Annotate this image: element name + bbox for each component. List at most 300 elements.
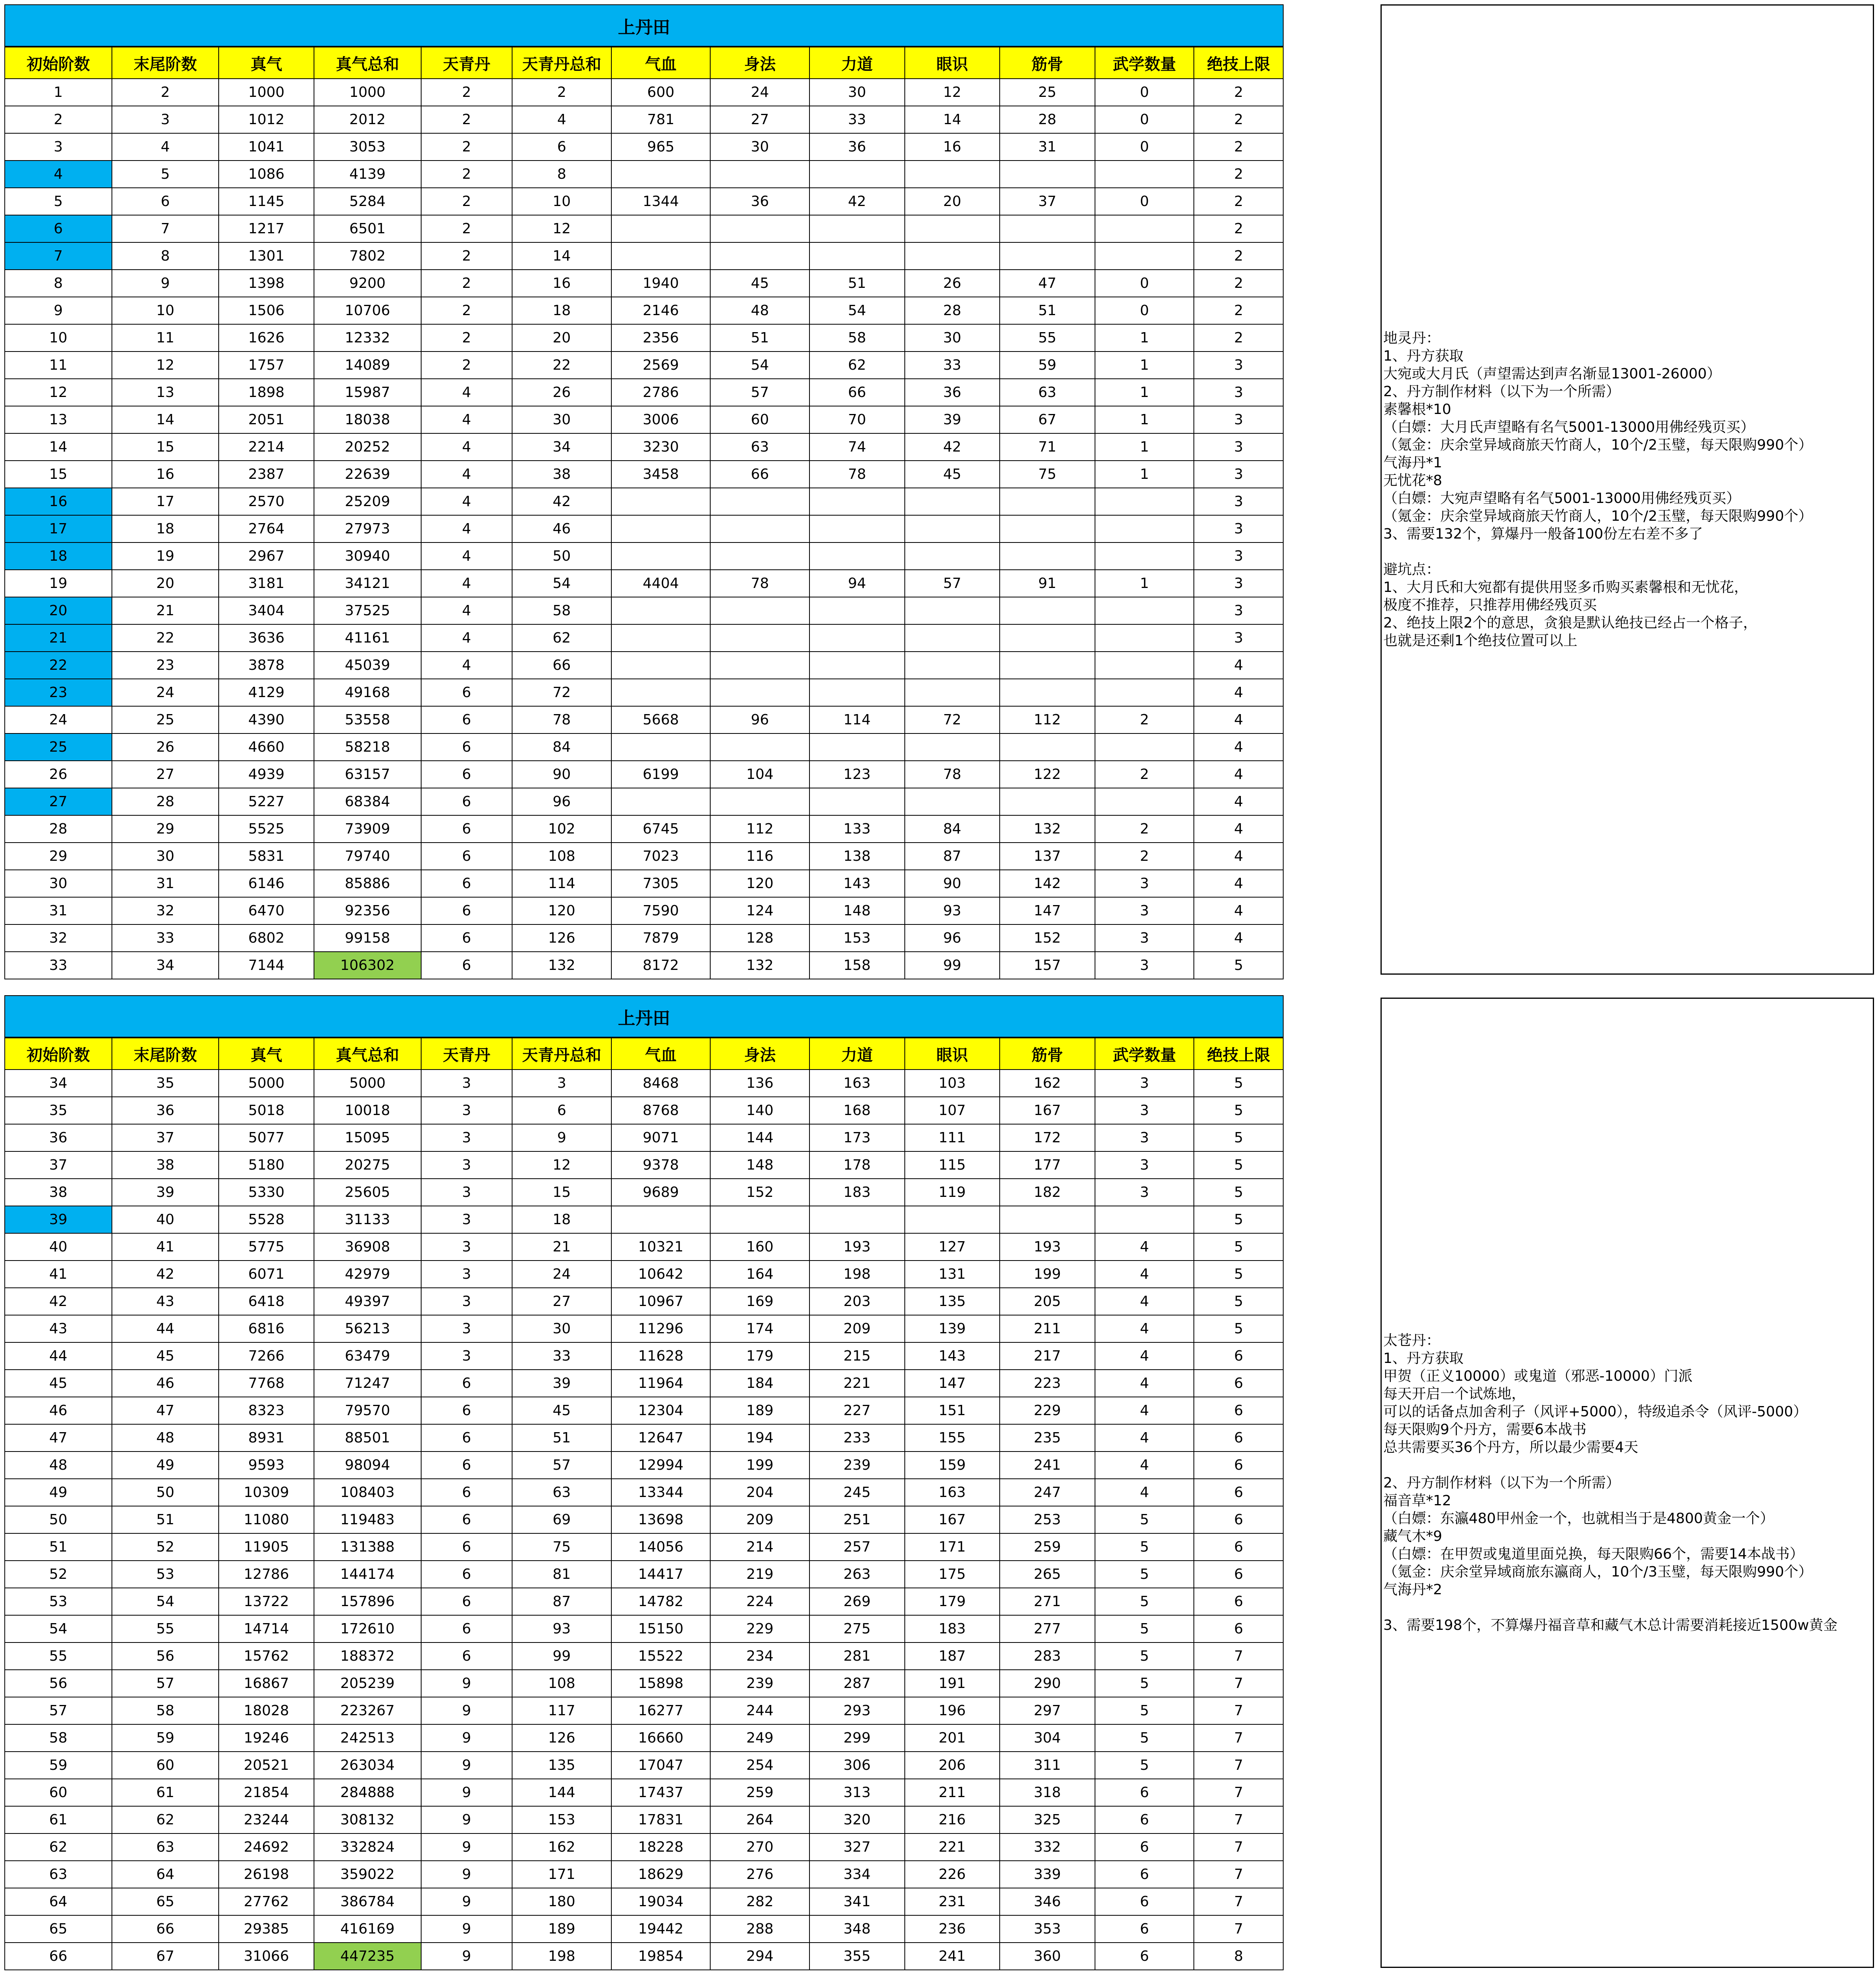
table-cell: 35 — [5, 1097, 112, 1124]
table-cell: 24 — [512, 1261, 611, 1288]
table-cell: 93 — [905, 897, 1000, 924]
table-cell: 1 — [1095, 433, 1194, 461]
table-row — [5, 597, 1283, 624]
table-row — [5, 1861, 1283, 1888]
table-row — [5, 843, 1283, 870]
table-row — [5, 242, 1283, 270]
table-cell: 263034 — [314, 1752, 421, 1779]
table-cell: 37 — [5, 1151, 112, 1179]
table-cell: 160 — [710, 1233, 809, 1261]
table-row — [5, 679, 1283, 706]
table-cell: 4 — [1194, 679, 1283, 706]
table-cell: 55 — [112, 1615, 219, 1642]
table-cell: 50 — [112, 1479, 219, 1506]
table-cell: 6 — [512, 1097, 611, 1124]
table-cell: 7 — [1194, 1888, 1283, 1915]
table-cell: 4 — [1095, 1397, 1194, 1424]
table-section-1 — [4, 4, 1284, 979]
column-header: 筋骨 — [1000, 47, 1095, 79]
table-cell: 9593 — [219, 1452, 314, 1479]
table-row — [5, 433, 1283, 461]
table-cell: 46 — [5, 1397, 112, 1424]
table-cell: 18028 — [219, 1697, 314, 1724]
table-cell: 293 — [809, 1697, 905, 1724]
table-cell: 18 — [112, 515, 219, 542]
table-cell — [905, 542, 1000, 570]
table-cell: 182 — [1000, 1179, 1095, 1206]
table-cell: 6 — [421, 788, 512, 815]
table-cell: 18 — [5, 542, 112, 570]
table-cell: 20521 — [219, 1752, 314, 1779]
table-cell — [1095, 515, 1194, 542]
table-cell: 20 — [905, 188, 1000, 215]
table-cell: 3 — [1095, 1124, 1194, 1151]
table-cell: 3 — [1095, 1097, 1194, 1124]
table-cell: 3 — [1194, 542, 1283, 570]
table-cell: 6 — [5, 215, 112, 242]
table-cell: 51 — [809, 270, 905, 297]
table-cell: 4 — [421, 597, 512, 624]
table-row — [5, 488, 1283, 515]
table-cell: 63 — [710, 433, 809, 461]
section-title: 上丹田 — [4, 4, 1284, 47]
table-cell: 7305 — [611, 870, 711, 897]
table-cell: 6 — [421, 761, 512, 788]
table-cell — [905, 1206, 1000, 1233]
table-cell: 172 — [1000, 1124, 1095, 1151]
table-cell: 311 — [1000, 1752, 1095, 1779]
table-cell: 17831 — [611, 1806, 711, 1833]
table-cell: 147 — [1000, 897, 1095, 924]
table-cell: 5000 — [314, 1070, 421, 1097]
table-cell: 36 — [809, 133, 905, 161]
table-cell — [905, 733, 1000, 761]
table-cell: 2 — [1194, 188, 1283, 215]
table-row — [5, 461, 1283, 488]
table-cell: 12332 — [314, 324, 421, 352]
table-cell — [809, 597, 905, 624]
table-cell: 28 — [5, 815, 112, 843]
table-cell — [611, 679, 711, 706]
table-cell: 7 — [1194, 1670, 1283, 1697]
table-cell: 54 — [112, 1588, 219, 1615]
table-cell: 14 — [905, 106, 1000, 133]
table-cell: 56 — [5, 1670, 112, 1697]
table-cell: 36908 — [314, 1233, 421, 1261]
table-cell: 1 — [1095, 379, 1194, 406]
table-cell: 22639 — [314, 461, 421, 488]
table-cell: 84 — [512, 733, 611, 761]
table-cell: 103 — [905, 1070, 1000, 1097]
table-cell: 332824 — [314, 1833, 421, 1861]
table-cell: 10321 — [611, 1233, 711, 1261]
table-cell: 4 — [1095, 1261, 1194, 1288]
table-cell: 10 — [512, 188, 611, 215]
table-cell: 386784 — [314, 1888, 421, 1915]
table-cell: 2 — [1194, 133, 1283, 161]
table-cell — [611, 215, 711, 242]
table-cell: 282 — [710, 1888, 809, 1915]
table-cell: 4 — [1095, 1288, 1194, 1315]
table-cell: 346 — [1000, 1888, 1095, 1915]
table-cell — [1000, 1206, 1095, 1233]
table-cell: 78 — [710, 570, 809, 597]
table-cell: 1000 — [314, 79, 421, 106]
table-cell: 360 — [1000, 1943, 1095, 1970]
table-cell: 25 — [5, 733, 112, 761]
table-cell: 31133 — [314, 1206, 421, 1233]
table-cell — [710, 242, 809, 270]
column-header: 天青丹总和 — [512, 1038, 611, 1070]
table-cell: 4 — [1194, 924, 1283, 952]
table-cell: 221 — [905, 1833, 1000, 1861]
table-cell: 4 — [1095, 1452, 1194, 1479]
table-cell: 37 — [112, 1124, 219, 1151]
table-cell: 15987 — [314, 379, 421, 406]
table-row — [5, 1206, 1283, 1233]
table-cell: 339 — [1000, 1861, 1095, 1888]
table-cell: 12 — [905, 79, 1000, 106]
table-cell — [611, 542, 711, 570]
table-cell: 1 — [1095, 324, 1194, 352]
table-cell: 50 — [512, 542, 611, 570]
table-row — [5, 79, 1283, 106]
table-cell: 7 — [112, 215, 219, 242]
table-cell: 26 — [112, 733, 219, 761]
table-cell: 46 — [512, 515, 611, 542]
table-cell: 241 — [905, 1943, 1000, 1970]
table-cell: 37 — [1000, 188, 1095, 215]
table-cell: 7 — [1194, 1752, 1283, 1779]
column-header: 力道 — [809, 47, 905, 79]
table-cell: 99 — [512, 1642, 611, 1670]
column-header: 真气总和 — [314, 47, 421, 79]
table-cell: 63479 — [314, 1342, 421, 1370]
table-cell: 3 — [421, 1233, 512, 1261]
table-cell: 96 — [905, 924, 1000, 952]
table-cell: 5 — [1194, 1233, 1283, 1261]
table-cell: 6 — [1194, 1452, 1283, 1479]
table-cell: 34 — [512, 433, 611, 461]
table-cell: 13344 — [611, 1479, 711, 1506]
table-cell: 211 — [1000, 1315, 1095, 1342]
table-cell: 6745 — [611, 815, 711, 843]
table-cell: 42 — [5, 1288, 112, 1315]
table-cell: 6199 — [611, 761, 711, 788]
table-cell: 159 — [905, 1452, 1000, 1479]
table-cell: 5 — [1095, 1697, 1194, 1724]
table-row — [5, 1670, 1283, 1697]
table-cell — [809, 1206, 905, 1233]
table-cell: 229 — [1000, 1397, 1095, 1424]
table-cell: 6816 — [219, 1315, 314, 1342]
table-cell: 9 — [421, 1943, 512, 1970]
table-cell: 79570 — [314, 1397, 421, 1424]
table-cell: 198 — [512, 1943, 611, 1970]
table-row — [5, 815, 1283, 843]
table-cell: 28 — [1000, 106, 1095, 133]
table-cell: 0 — [1095, 188, 1194, 215]
table-cell: 17 — [112, 488, 219, 515]
table-cell: 41 — [112, 1233, 219, 1261]
table-cell: 131 — [905, 1261, 1000, 1288]
table-cell: 3181 — [219, 570, 314, 597]
table-cell: 22 — [5, 652, 112, 679]
table-cell: 87 — [905, 843, 1000, 870]
table-cell: 143 — [905, 1342, 1000, 1370]
table-cell — [809, 542, 905, 570]
table-cell: 2967 — [219, 542, 314, 570]
table-cell: 332 — [1000, 1833, 1095, 1861]
table-cell: 17047 — [611, 1752, 711, 1779]
table-cell: 1757 — [219, 352, 314, 379]
table-cell: 8 — [512, 161, 611, 188]
column-header: 初始阶数 — [5, 47, 112, 79]
table-cell: 119 — [905, 1179, 1000, 1206]
table-cell: 173 — [809, 1124, 905, 1151]
table-cell: 3 — [1194, 379, 1283, 406]
table-cell: 1145 — [219, 188, 314, 215]
table-cell: 348 — [809, 1915, 905, 1943]
table-cell: 144174 — [314, 1561, 421, 1588]
table-cell: 70 — [809, 406, 905, 433]
table-cell: 55 — [1000, 324, 1095, 352]
table-cell: 1344 — [611, 188, 711, 215]
table-cell: 9378 — [611, 1151, 711, 1179]
table-cell: 14089 — [314, 352, 421, 379]
table-cell: 205 — [1000, 1288, 1095, 1315]
table-cell: 4 — [1095, 1233, 1194, 1261]
table-cell: 167 — [1000, 1097, 1095, 1124]
table-cell: 45 — [710, 270, 809, 297]
table-cell: 140 — [710, 1097, 809, 1124]
table-cell: 41 — [5, 1261, 112, 1288]
table-cell: 6 — [1194, 1342, 1283, 1370]
table-cell: 5 — [1194, 1288, 1283, 1315]
table-cell: 155 — [905, 1424, 1000, 1452]
table-cell: 133 — [809, 815, 905, 843]
table-cell: 63 — [112, 1833, 219, 1861]
table-cell: 4139 — [314, 161, 421, 188]
table-cell: 3 — [1194, 570, 1283, 597]
table-cell: 14 — [112, 406, 219, 433]
table-cell: 3878 — [219, 652, 314, 679]
table-cell: 172610 — [314, 1615, 421, 1642]
table-cell — [1095, 652, 1194, 679]
table-cell: 40 — [5, 1233, 112, 1261]
table-cell: 43 — [5, 1315, 112, 1342]
table-cell: 38 — [5, 1179, 112, 1206]
table-cell: 2 — [1194, 106, 1283, 133]
table-cell: 7 — [5, 242, 112, 270]
table-cell: 194 — [710, 1424, 809, 1452]
table-cell — [1095, 788, 1194, 815]
table-cell — [1095, 161, 1194, 188]
column-header: 天青丹总和 — [512, 47, 611, 79]
table-cell: 84 — [905, 815, 1000, 843]
table-cell: 13698 — [611, 1506, 711, 1533]
table-cell: 189 — [512, 1915, 611, 1943]
table-cell: 7 — [1194, 1697, 1283, 1724]
table-cell: 36 — [5, 1124, 112, 1151]
table-cell: 4 — [1194, 815, 1283, 843]
table-cell: 28 — [905, 297, 1000, 324]
table-cell: 47 — [112, 1397, 219, 1424]
table-cell: 108 — [512, 843, 611, 870]
table-cell: 4 — [1095, 1479, 1194, 1506]
table-cell: 1506 — [219, 297, 314, 324]
table-cell: 75 — [512, 1533, 611, 1561]
table-cell: 6 — [1095, 1806, 1194, 1833]
table-cell: 6146 — [219, 870, 314, 897]
table-cell: 33 — [512, 1342, 611, 1370]
table-cell: 6 — [421, 706, 512, 733]
table-cell: 79740 — [314, 843, 421, 870]
table-cell: 25 — [1000, 79, 1095, 106]
table-cell: 259 — [1000, 1533, 1095, 1561]
table-cell: 73909 — [314, 815, 421, 843]
table-cell: 205239 — [314, 1670, 421, 1697]
column-header: 末尾阶数 — [112, 1038, 219, 1070]
table-cell: 5 — [112, 161, 219, 188]
table-cell: 3 — [1194, 515, 1283, 542]
table-cell — [1095, 542, 1194, 570]
table-cell: 112 — [1000, 706, 1095, 733]
table-cell: 290 — [1000, 1670, 1095, 1697]
table-row — [5, 1697, 1283, 1724]
table-cell: 14056 — [611, 1533, 711, 1561]
table-cell: 3636 — [219, 624, 314, 652]
table-cell: 3 — [112, 106, 219, 133]
table-cell: 294 — [710, 1943, 809, 1970]
table-cell: 132 — [1000, 815, 1095, 843]
table-cell: 5 — [1194, 1261, 1283, 1288]
table-cell: 6 — [1194, 1588, 1283, 1615]
table-cell: 23 — [5, 679, 112, 706]
table-row — [5, 1179, 1283, 1206]
table-cell: 9 — [421, 1670, 512, 1697]
column-header: 身法 — [710, 47, 809, 79]
table-cell: 34 — [112, 952, 219, 979]
table-cell: 30 — [905, 324, 1000, 352]
table-cell: 33 — [905, 352, 1000, 379]
table-cell: 11 — [5, 352, 112, 379]
table-cell: 21 — [112, 597, 219, 624]
table-cell: 6 — [1095, 1833, 1194, 1861]
table-cell: 136 — [710, 1070, 809, 1097]
table-cell: 56 — [112, 1642, 219, 1670]
table-cell: 221 — [809, 1370, 905, 1397]
table-cell: 4 — [1194, 788, 1283, 815]
table-cell: 20 — [112, 570, 219, 597]
column-header: 武学数量 — [1095, 47, 1194, 79]
table-cell: 196 — [905, 1697, 1000, 1724]
table-cell: 16 — [512, 270, 611, 297]
table-cell: 0 — [1095, 270, 1194, 297]
table-cell: 39 — [905, 406, 1000, 433]
table-cell: 42 — [809, 188, 905, 215]
table-cell: 14 — [512, 242, 611, 270]
table-cell: 215 — [809, 1342, 905, 1370]
table-cell: 249 — [710, 1724, 809, 1752]
table-cell: 3 — [1194, 433, 1283, 461]
table-cell: 5077 — [219, 1124, 314, 1151]
table-cell: 67 — [112, 1943, 219, 1970]
table-cell: 58 — [512, 597, 611, 624]
table-cell: 78 — [809, 461, 905, 488]
table-row — [5, 1806, 1283, 1833]
table-cell: 11905 — [219, 1533, 314, 1561]
table-cell: 6 — [1194, 1397, 1283, 1424]
table-cell — [905, 515, 1000, 542]
table-cell: 52 — [5, 1561, 112, 1588]
table-cell: 148 — [809, 897, 905, 924]
table-cell: 4 — [512, 106, 611, 133]
table-cell: 7 — [1194, 1642, 1283, 1670]
table-cell: 18629 — [611, 1861, 711, 1888]
table-cell: 235 — [1000, 1424, 1095, 1452]
table-row — [5, 1288, 1283, 1315]
table-cell: 3 — [1095, 1070, 1194, 1097]
table-cell — [1000, 242, 1095, 270]
table-cell: 4129 — [219, 679, 314, 706]
table-cell: 163 — [905, 1479, 1000, 1506]
table-cell: 179 — [710, 1342, 809, 1370]
table-cell: 2 — [421, 188, 512, 215]
table-cell: 2570 — [219, 488, 314, 515]
table-cell: 41161 — [314, 624, 421, 652]
table-cell: 5668 — [611, 706, 711, 733]
table-cell: 6 — [1095, 1861, 1194, 1888]
table-cell: 297 — [1000, 1697, 1095, 1724]
table-cell: 126 — [512, 1724, 611, 1752]
table-cell — [710, 161, 809, 188]
table-cell: 2764 — [219, 515, 314, 542]
table-cell: 3404 — [219, 597, 314, 624]
header-row — [5, 1038, 1283, 1070]
table-cell: 3 — [421, 1261, 512, 1288]
table-cell: 21 — [512, 1233, 611, 1261]
table-cell: 158 — [809, 952, 905, 979]
table-cell: 32 — [112, 897, 219, 924]
notes-panel-1 — [1381, 4, 1874, 975]
table-row — [5, 1452, 1283, 1479]
table-cell: 57 — [512, 1452, 611, 1479]
table-cell: 3 — [1194, 352, 1283, 379]
table-cell: 3 — [421, 1097, 512, 1124]
table-cell: 226 — [905, 1861, 1000, 1888]
table-cell: 78 — [905, 761, 1000, 788]
table-cell: 9 — [421, 1779, 512, 1806]
table-cell: 276 — [710, 1861, 809, 1888]
table-cell: 6 — [421, 1588, 512, 1615]
table-cell — [1000, 215, 1095, 242]
table-cell — [710, 1206, 809, 1233]
table-row — [5, 1397, 1283, 1424]
table-cell: 17437 — [611, 1779, 711, 1806]
table-section-2 — [4, 995, 1284, 1970]
table-cell: 14 — [5, 433, 112, 461]
table-cell: 183 — [905, 1615, 1000, 1642]
table-cell — [809, 161, 905, 188]
table-cell — [1095, 215, 1194, 242]
table-cell: 108 — [512, 1670, 611, 1697]
table-cell: 1086 — [219, 161, 314, 188]
table-cell: 24 — [112, 679, 219, 706]
table-cell: 58 — [112, 1697, 219, 1724]
table-cell: 1 — [1095, 406, 1194, 433]
table-cell: 341 — [809, 1888, 905, 1915]
